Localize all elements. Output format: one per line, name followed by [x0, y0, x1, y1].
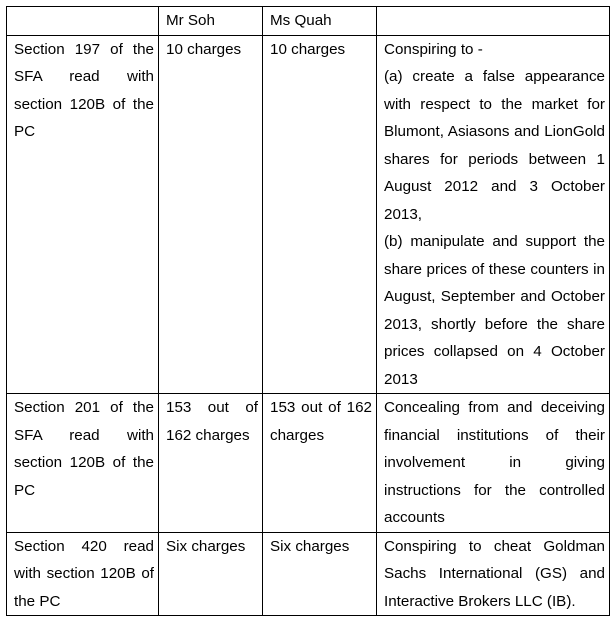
header-cell-provision	[7, 7, 159, 36]
table-row	[7, 394, 610, 533]
description-cell	[377, 35, 610, 394]
table-row	[7, 532, 610, 616]
ms-quah-charges-cell: Six charges	[263, 532, 377, 616]
mr-soh-charges-cell: 153 out of 162 charges	[159, 394, 263, 533]
description-item-b: (b) manipulate and support the share prices of these counters in August, September and October 2013, shortly before the share prices collapsed on 4 October 2013	[384, 233, 605, 388]
table-header-row	[7, 7, 610, 36]
provision-cell: Section 420 read with section 120B of the PC	[7, 532, 159, 616]
description-item-a: (a) create a false appearance with respect to the market for Blumont, Asiasons and LionGold shares for periods between 1 August 2012 and 3 October 2013,	[384, 68, 605, 223]
ms-quah-charges-cell: 10 charges	[263, 35, 377, 394]
mr-soh-charges-cell: Six charges	[159, 532, 263, 616]
ms-quah-charges-cell: 153 out of 162 charges	[263, 394, 377, 533]
header-cell-description	[377, 7, 610, 36]
description-cell: Concealing from and deceiving financial institutions of their involvement in giving instructions for the controlled accounts	[377, 394, 610, 533]
provision-cell: Section 197 of the SFA read with section 120B of the PC	[7, 35, 159, 394]
header-cell-mr-soh: Mr Soh	[159, 7, 263, 36]
mr-soh-charges-cell: 10 charges	[159, 35, 263, 394]
table-row	[7, 35, 610, 394]
description-intro: Conspiring to -	[384, 40, 483, 58]
provision-cell: Section 201 of the SFA read with section 120B of the PC	[7, 394, 159, 533]
header-cell-ms-quah: Ms Quah	[263, 7, 377, 36]
description-cell: Conspiring to cheat Goldman Sachs International (GS) and Interactive Brokers LLC (IB).	[377, 532, 610, 616]
charges-table	[6, 6, 610, 616]
